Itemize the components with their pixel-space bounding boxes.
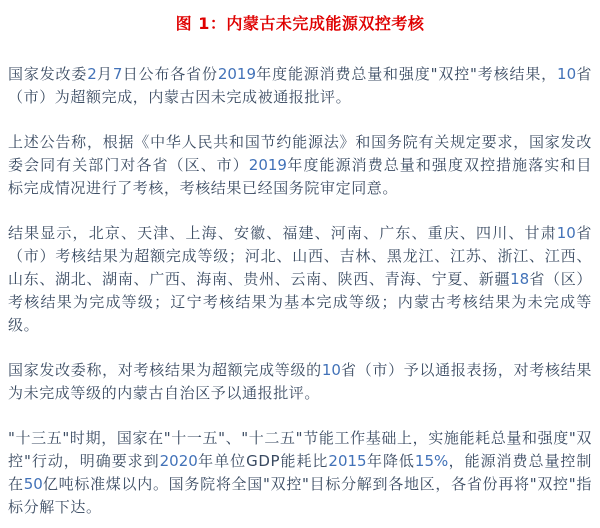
figure-title: 图 1：内蒙古未完成能源双控考核 [175,14,425,33]
paragraph-2: 上述公告称，根据《中华人民共和国节约能源法》和国务院有关规定要求，国家发改委会同有关部门对各省（区、市）2019年度能源消费总量和强度双控措施落实和目标完成情况进行了考核，考核结果已经国务院审定同意。 [8,133,592,197]
paragraph-3: 结果显示，北京、天津、上海、安徽、福建、河南、广东、重庆、四川、甘肃10省（市）考核结果为超额完成等级；河北、山西、吉林、黑龙江、江苏、浙江、江西、山东、湖北、湖南、广西、海南、贵州、云南、陕西、青海、宁夏、新疆18省（区）考核结果为完成等级；辽宁考核结果为基本完成等级；内蒙古考核结果为未完成等级。 [8,224,593,334]
paragraph-4: 国家发改委称，对考核结果为超额完成等级的10省（市）予以通报表扬，对考核结果为未完成等级的内蒙古自治区予以通报批评。 [8,361,592,402]
paragraph-5: "十三五"时期，国家在"十一五"、"十二五"节能工作基础上，实施能耗总量和强度"双控"行动，明确要求到2020年单位GDP能耗比2015年降低15%，能源消费总量控制在50亿吨标准煤以内。国务院将全国"双控"目标分解到各地区，各省份再将"双控"指标分解下达。 [8,429,592,516]
article-body [8,63,592,519]
paragraph-1: 国家发改委2月7日公布各省份2019年度能源消费总量和强度"双控"考核结果，10省（市）为超额完成，内蒙古因未完成被通报批评。 [8,65,592,106]
